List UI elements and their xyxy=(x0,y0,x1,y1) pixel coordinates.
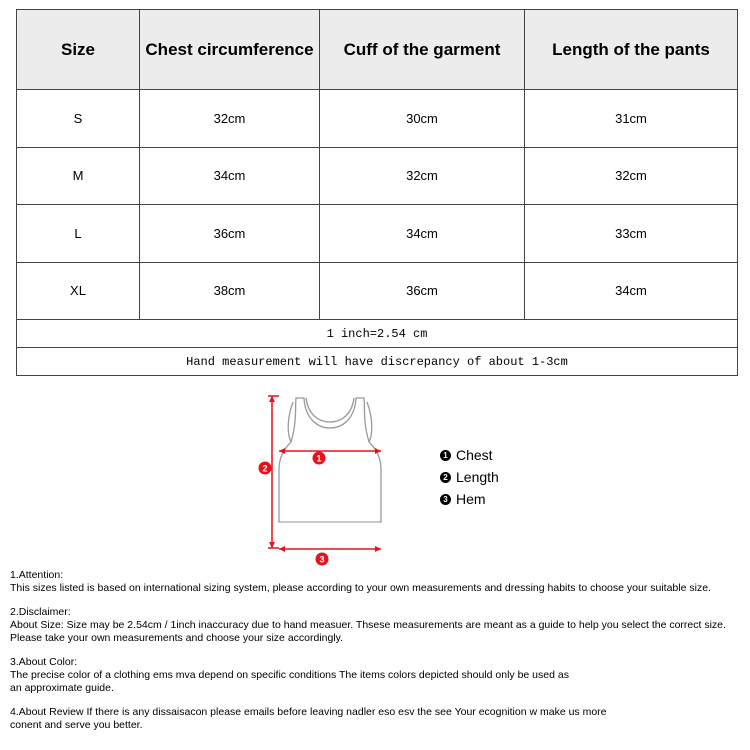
attention-note xyxy=(10,569,745,595)
cuff-cell: 36cm xyxy=(320,262,525,320)
marker-1-icon: 1 xyxy=(440,450,451,461)
conversion-note: 1 inch=2.54 cm xyxy=(17,320,738,348)
svg-text:2: 2 xyxy=(262,463,268,474)
note-line: conent and serve you better. xyxy=(10,719,143,731)
marker-chest xyxy=(313,452,326,465)
chest-cell: 32cm xyxy=(140,90,320,148)
cuff-cell: 34cm xyxy=(320,205,525,263)
table-header-row xyxy=(17,10,738,90)
cuff-cell: 32cm xyxy=(320,147,525,205)
discrepancy-row xyxy=(17,348,738,376)
chest-cell: 36cm xyxy=(140,205,320,263)
header-pants-length: Length of the pants xyxy=(525,10,738,90)
header-cuff: Cuff of the garment xyxy=(320,10,525,90)
marker-hem xyxy=(316,553,329,566)
size-cell: S xyxy=(17,90,140,148)
size-cell: XL xyxy=(17,262,140,320)
note-title: 2.Disclaimer: xyxy=(10,606,71,618)
note-line: an approximate guide. xyxy=(10,682,114,694)
table-row xyxy=(17,90,738,148)
legend-label: Length xyxy=(456,469,499,485)
color-note xyxy=(10,656,745,695)
measurement-legend xyxy=(440,444,499,510)
legend-item-chest xyxy=(440,444,499,466)
notes-section xyxy=(10,569,745,743)
disclaimer-note xyxy=(10,606,745,645)
size-cell: L xyxy=(17,205,140,263)
legend-item-hem xyxy=(440,488,499,510)
tank-top-outline-icon xyxy=(279,398,381,522)
svg-text:3: 3 xyxy=(319,554,325,565)
header-chest-circumference: Chest circumference xyxy=(140,10,320,90)
table-row xyxy=(17,205,738,263)
marker-2-icon: 2 xyxy=(440,472,451,483)
marker-3-icon: 3 xyxy=(440,494,451,505)
note-line: Please take your own measurements and choose your size accordingly. xyxy=(10,632,344,644)
note-title: 1.Attention: xyxy=(10,569,64,581)
note-title: 4.About Review If there is any dissaisacon please emails before leaving nadler eso esv the see Your ecognition w make us more xyxy=(10,706,607,718)
legend-item-length xyxy=(440,466,499,488)
note-line: The precise color of a clothing ems mva depend on specific conditions The items colors depicted should only be used as xyxy=(10,669,569,681)
discrepancy-note: Hand measurement will have discrepancy of about 1-3cm xyxy=(17,348,738,376)
table-row xyxy=(17,262,738,320)
chest-cell: 38cm xyxy=(140,262,320,320)
legend-label: Hem xyxy=(456,491,486,507)
size-cell: M xyxy=(17,147,140,205)
review-note xyxy=(10,706,745,732)
note-title: 3.About Color: xyxy=(10,656,78,668)
legend-label: Chest xyxy=(456,447,493,463)
tank-top-diagram xyxy=(255,388,385,568)
chest-cell: 34cm xyxy=(140,147,320,205)
marker-length xyxy=(259,462,272,475)
note-line: About Size: Size may be 2.54cm / 1inch inaccuracy due to hand measuer. Thsese measurements are meant as a guide to help you select the correct size. xyxy=(10,619,726,631)
note-line: This sizes listed is based on international sizing system, please according to your own measurements and dressing habits to choose your suitable size. xyxy=(10,582,711,594)
svg-text:1: 1 xyxy=(316,453,322,464)
table-row xyxy=(17,147,738,205)
conversion-row xyxy=(17,320,738,348)
cuff-cell: 30cm xyxy=(320,90,525,148)
header-size: Size xyxy=(17,10,140,90)
length-cell: 33cm xyxy=(525,205,738,263)
length-cell: 32cm xyxy=(525,147,738,205)
length-cell: 31cm xyxy=(525,90,738,148)
size-chart-table xyxy=(16,9,738,376)
length-cell: 34cm xyxy=(525,262,738,320)
